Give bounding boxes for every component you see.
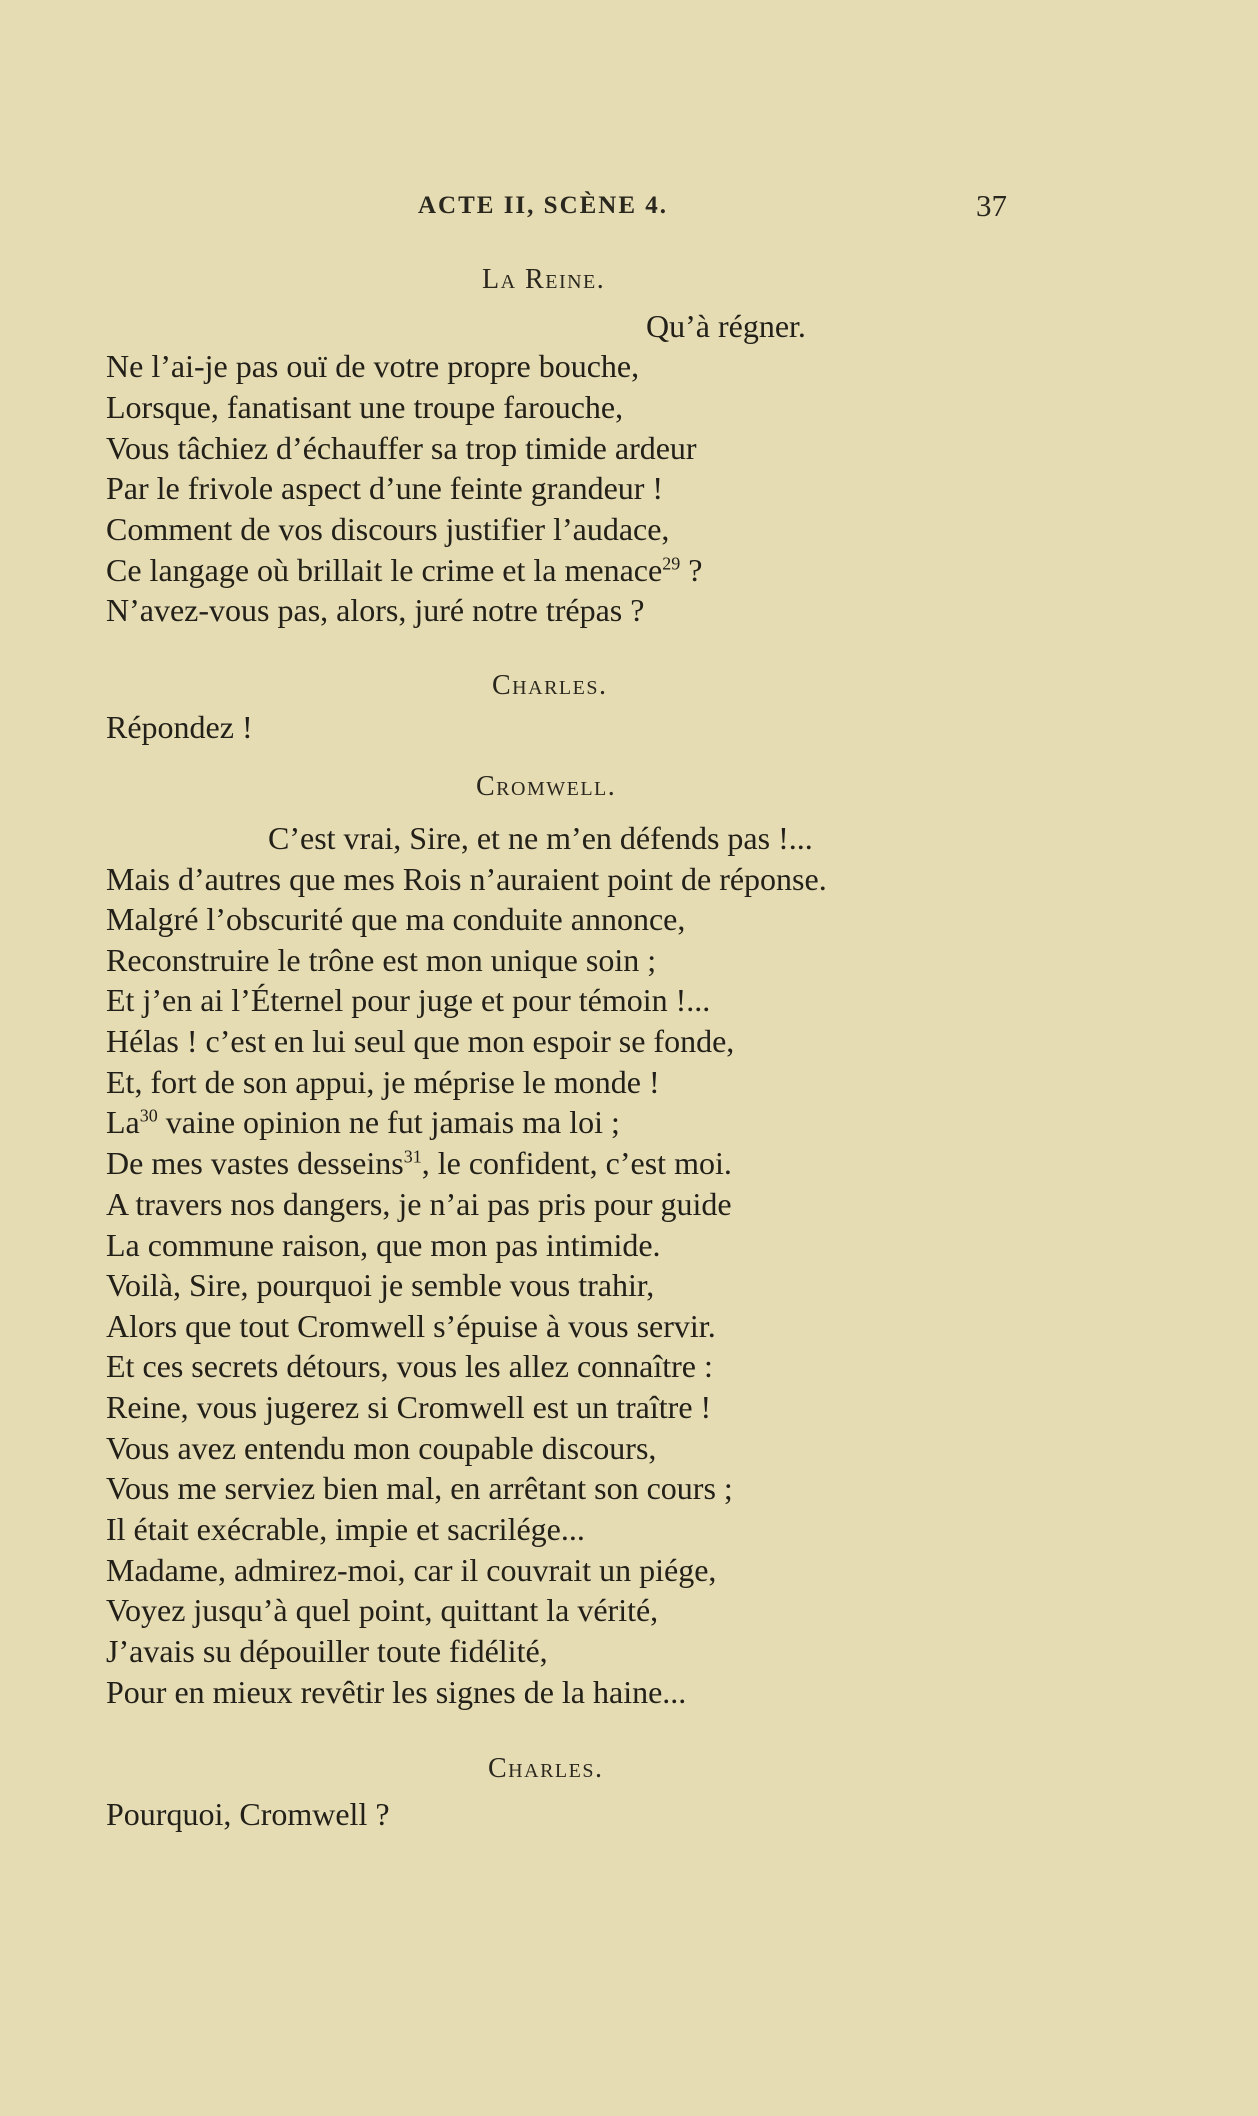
verse-line: C’est vrai, Sire, et ne m’en défends pas !...	[268, 820, 813, 856]
verse-line: Reine, vous jugerez si Cromwell est un traître !	[106, 1389, 712, 1425]
verse-line: Lorsque, fanatisant une troupe farouche,	[106, 389, 624, 425]
verse-line: N’avez-vous pas, alors, juré notre trépas ?	[106, 592, 645, 628]
verse-text: La	[106, 1104, 140, 1140]
verse-line: Pour en mieux revêtir les signes de la haine...	[106, 1674, 687, 1710]
verse-text: ?	[680, 552, 703, 588]
speaker-charles: Charles.	[492, 670, 608, 701]
verse-line: Ne l’ai-je pas ouï de votre propre bouche,	[106, 348, 640, 384]
verse-line: Répondez !	[106, 709, 253, 745]
verse-line: Voyez jusqu’à quel point, quittant la vérité,	[106, 1592, 659, 1628]
verse-line: Vous avez entendu mon coupable discours,	[106, 1430, 657, 1466]
verse-line: Il était exécrable, impie et sacrilége...	[106, 1511, 585, 1547]
footnote-ref-30: 30	[139, 1105, 158, 1126]
verse-line: Malgré l’obscurité que ma conduite annonce,	[106, 901, 686, 937]
verse-line: A travers nos dangers, je n’ai pas pris pour guide	[106, 1186, 732, 1222]
verse-line: Comment de vos discours justifier l’audace,	[106, 511, 670, 547]
verse-line: J’avais su dépouiller toute fidélité,	[106, 1633, 548, 1669]
verse-line: Madame, admirez-moi, car il couvrait un piége,	[106, 1552, 717, 1588]
verse-line: Et ces secrets détours, vous les allez connaître :	[106, 1348, 713, 1384]
verse-line: Et, fort de son appui, je méprise le monde !	[106, 1064, 660, 1100]
verse-line: Qu’à régner.	[646, 308, 806, 344]
page-number: 37	[976, 188, 1007, 223]
footnote-ref-31: 31	[403, 1146, 422, 1167]
verse-line: Vous tâchiez d’échauffer sa trop timide ardeur	[106, 430, 697, 466]
verse-text: Ce langage où brillait le crime et la menace	[106, 552, 663, 588]
verse-text: vaine opinion ne fut jamais ma loi ;	[157, 1104, 620, 1140]
verse-line: Hélas ! c’est en lui seul que mon espoir se fonde,	[106, 1023, 735, 1059]
verse-line: Par le frivole aspect d’une feinte grandeur !	[106, 470, 664, 506]
verse-line: Voilà, Sire, pourquoi je semble vous trahir,	[106, 1267, 655, 1303]
footnote-ref-29: 29	[662, 553, 681, 574]
verse-line: La commune raison, que mon pas intimide.	[106, 1227, 661, 1263]
verse-line-with-note	[106, 1143, 732, 1183]
speaker-cromwell: Cromwell.	[476, 771, 617, 802]
verse-line: Alors que tout Cromwell s’épuise à vous servir.	[106, 1308, 716, 1344]
verse-line: Vous me serviez bien mal, en arrêtant son cours ;	[106, 1470, 733, 1506]
verse-line: Pourquoi, Cromwell ?	[106, 1796, 390, 1832]
verse-line: Reconstruire le trône est mon unique soin ;	[106, 942, 657, 978]
verse-line: Mais d’autres que mes Rois n’auraient point de réponse.	[106, 861, 827, 897]
verse-text: De mes vastes desseins	[106, 1145, 404, 1181]
running-head: ACTE II, SCÈNE 4.	[418, 192, 669, 219]
speaker-la-reine: La Reine.	[482, 264, 606, 295]
verse-line: Et j’en ai l’Éternel pour juge et pour témoin !...	[106, 982, 711, 1018]
verse-text: , le confident, c’est moi.	[421, 1145, 732, 1181]
verse-line-with-note	[106, 550, 702, 590]
verse-line-with-note	[106, 1102, 620, 1142]
speaker-charles: Charles.	[488, 1753, 604, 1784]
